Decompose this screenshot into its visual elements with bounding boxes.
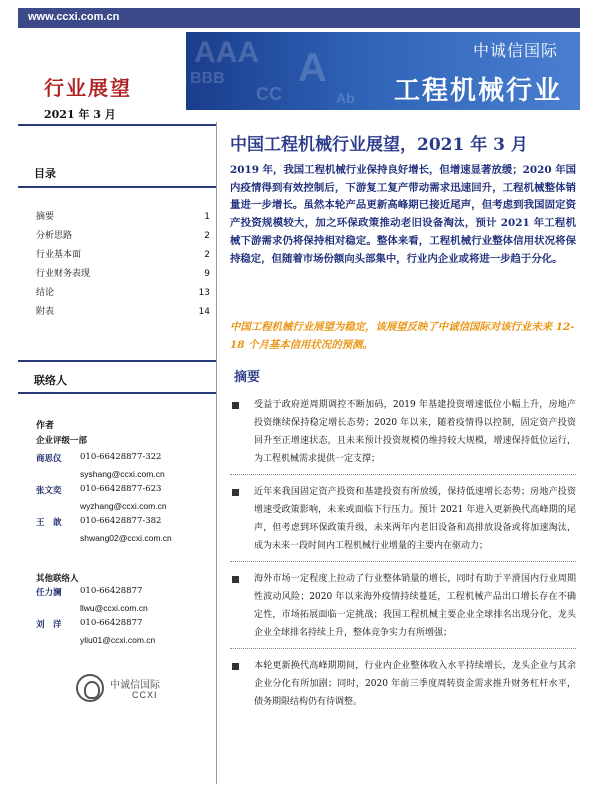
department-label: 企业评级一部 [36, 436, 88, 446]
contact-email[interactable]: yliu01@ccxi.com.cn [80, 635, 156, 645]
toc-item-page: 14 [198, 307, 210, 317]
banner-deco-text: CC [256, 84, 282, 104]
bullet-square-icon [232, 576, 239, 583]
divider [18, 124, 216, 126]
divider [18, 186, 216, 188]
banner-deco-text: AAA [194, 36, 259, 69]
bullet-text: 本轮更新换代高峰期期间，行业内企业整体收入水平持续增长，龙头企业与其余企业分化有所加剧；同时，2020 年前三季度周转资金需求推升财务杠杆水平，债务期限结构仍有待调整。 [254, 661, 576, 707]
toc-item-title: 行业基本面 [36, 250, 82, 260]
banner-deco-text: Ab [336, 90, 355, 106]
contact-name: 刘 洋 [36, 620, 62, 630]
summary-bullet [230, 483, 576, 555]
report-date: 2021 年 3 月 [44, 108, 116, 121]
toc-item-page: 13 [198, 288, 210, 298]
report-title: 中国工程机械行业展望，2021 年 3 月 [230, 135, 528, 155]
toc-item[interactable] [36, 284, 210, 303]
authors-label: 作者 [36, 421, 55, 431]
contact-name: 王 歆 [36, 518, 62, 528]
toc-item-page: 1 [204, 212, 210, 222]
banner-deco-text: BBB [190, 70, 225, 87]
toc-item-page: 2 [204, 231, 210, 241]
bullet-square-icon [232, 402, 239, 409]
brand-name: 中诚信国际 [472, 41, 558, 60]
contact-name: 商思仪 [36, 454, 62, 464]
logo-text-en: CCXI [132, 690, 158, 700]
contact-email[interactable]: llwu@ccxi.com.cn [80, 603, 148, 613]
divider [18, 360, 216, 362]
bullet-text: 近年来我国固定资产投资和基建投资有所放缓，保持低速增长态势；房地产投资增速受政策影响，未来或面临下行压力。预计 2021 年进入更新换代高峰期的尾声，但考虑到环保政策升级，未来两年内老旧设备和高排放设备或将加速淘汰，成为未来一段时间内工程机械行业增量的主要内在驱动力； [254, 487, 576, 551]
toc-item[interactable] [36, 246, 210, 265]
bullet-separator [230, 648, 576, 649]
banner-deco-text: A [298, 46, 327, 90]
toc-label: 目录 [34, 167, 56, 180]
toc-item-title: 行业财务表现 [36, 269, 91, 279]
summary-bullets [230, 396, 576, 711]
header-banner [186, 32, 580, 110]
toc-item-title: 分析思路 [36, 231, 73, 241]
company-logo [76, 670, 186, 706]
summary-bullet [230, 396, 576, 468]
toc-item-title: 附表 [36, 307, 55, 317]
toc-item[interactable] [36, 208, 210, 227]
toc-item-title: 结论 [36, 288, 55, 298]
table-of-contents [36, 208, 210, 322]
column-divider [216, 122, 217, 784]
contact-email[interactable]: shwang02@ccxi.com.cn [80, 533, 172, 543]
contact-phone: 010-66428877-382 [80, 516, 162, 526]
contact-name: 任力澜 [36, 588, 62, 598]
toc-item-page: 2 [204, 250, 210, 260]
outlook-statement: 中国工程机械行业展望为稳定，该展望反映了中诚信国际对该行业未来 12-18 个月基本信用状况的预测。 [230, 321, 575, 351]
summary-bullet [230, 570, 576, 642]
toc-item[interactable] [36, 227, 210, 246]
toc-item[interactable] [36, 265, 210, 284]
logo-icon [76, 674, 104, 702]
contact-phone: 010-66428877 [80, 618, 143, 628]
contacts-label: 联络人 [34, 374, 67, 387]
other-contacts-label: 其他联络人 [36, 574, 79, 584]
contact-phone: 010-66428877 [80, 586, 143, 596]
top-bar [18, 8, 580, 28]
bullet-text: 海外市场一定程度上拉动了行业整体销量的增长，同时有助于平滑国内行业周期性波动风险；2020 年以来海外疫情持续蔓延，工程机械产品出口增长存在不确定性，市场拓展面临一定挑战；我国工程机械主要企业全球排名出现分化，龙头企业全球排名持续上升，整体竞争实力有所增强； [254, 574, 576, 638]
logo-text-cn: 中诚信国际 [110, 680, 160, 691]
bullet-separator [230, 561, 576, 562]
bullet-square-icon [232, 489, 239, 496]
contact-phone: 010-66428877-322 [80, 452, 162, 462]
toc-item-title: 摘要 [36, 212, 55, 222]
toc-item[interactable] [36, 303, 210, 322]
industry-title: 工程机械行业 [393, 76, 562, 106]
toc-item-page: 9 [204, 269, 210, 279]
summary-bullet [230, 657, 576, 711]
contact-name: 张文奕 [36, 486, 62, 496]
report-type: 行业展望 [44, 76, 132, 100]
divider [18, 392, 216, 394]
bullet-text: 受益于政府逆周期调控不断加码，2019 年基建投资增速低位小幅上升，房地产投资继续保持稳定增长态势；2020 年以来，随着疫情得以控制，固定资产投资回升至正增速状态，且未来预计投资规模仍维持较大规模，增速保持低位运行，为工程机械需求提供一定支撑； [254, 400, 576, 464]
summary-heading: 摘要 [234, 370, 261, 385]
site-url[interactable]: www.ccxi.com.cn [28, 11, 120, 23]
contact-email[interactable]: wyzhang@ccxi.com.cn [80, 501, 167, 511]
contact-phone: 010-66428877-623 [80, 484, 162, 494]
bullet-separator [230, 474, 576, 475]
contact-email[interactable]: syshang@ccxi.com.cn [80, 469, 165, 479]
lead-paragraph: 2019 年，我国工程机械行业保持良好增长，但增速显著放缓；2020 年国内疫情得到有效控制后，下游复工复产带动需求迅速回升，工程机械整体销量进一步增长。虽然本轮产品更新高峰期已接近尾声，但考虑到我国固定资产投资规模较大，加之环保政策推动老旧设备淘汰，预计 2021 年工程机械下游需求仍将保持相对稳定。整体来看，工程机械行业整体信用状况将保持稳定，但随着市场份额向头部集中，行业内企业或将进一步趋于分化。 [230, 164, 576, 265]
bullet-square-icon [232, 663, 239, 670]
